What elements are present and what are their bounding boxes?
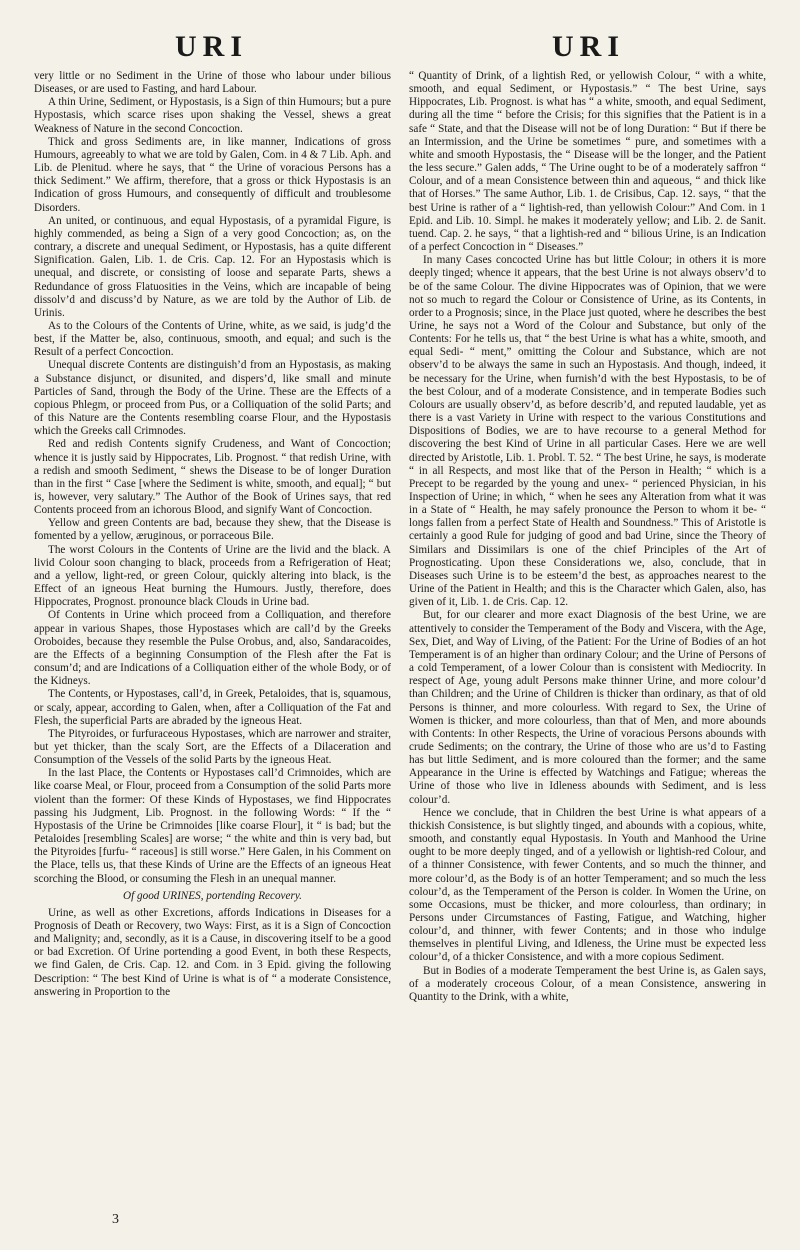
paragraph: The Contents, or Hypostases, call’d, in Greek, Petaloides, that is, squamous, or scaly, appear, according to Galen, when, after a Colliquation of the Fat and Flesh, the superficial Parts are abraded by the igneous Heat. — [34, 688, 391, 727]
paragraph: Yellow and green Contents are bad, because they shew, that the Disease is fomented by a yellow, æruginous, or porraceous Bile. — [34, 517, 391, 543]
paragraph: An united, or continuous, and equal Hypostasis, of a pyramidal Figure, is highly commended, as being a Sign of a very good Concoction; as, on the contrary, a discrete and unequal Sediment, or Hypostasis, has a quite different Signification. Galen, Lib. 1. de Cris. Cap. 12. For an Hypostasis which is unequal, and discrete, or consisting of loose and separate Parts, shews a Redundance of gross Flatuosities in the Veins, which are incapable of being dissolv’d and discuss’d by Nature, as we are told by the Author of Lib. de Urinis. — [34, 214, 391, 319]
paragraph: Unequal discrete Contents are distinguish’d from an Hypostasis, as making a Substance disjunct, or disunited, and dispers’d, like small and minute Particles of Sand, through the Body of the Urine. These are the Effects of a copious Phlegm, or proceed from Pus, or a Colliquation of the solid Parts; and of this Nature are the Contents resembling coarse Flour, and the Hypostasis which the Greeks call Crimnodes. — [34, 359, 391, 438]
paragraph: In many Cases concocted Urine has but little Colour; in others it is more deeply tinged; whence it appears, that the best Urine is not always observ’d to be of the same Colour. The divine Hippocrates was of Opinion, that we were not so much to regard the Colour or Consistence of Urine, as its Contents, in order to a Prognosis; since, in the Place just quoted, where he describes the best Urine, he says not a Word of the Colour and Substance, but only of the Contents: For he tells us, that “ the best Urine is what has a white, smooth, and equal Sedi- “ ment,” omitting the Colour and Substance, which are not observ’d to be always the same in such an Hypostasis. And though, indeed, it be necessary for the Urine, when furnish’d with the best Hypostasis, to be of the best Colour, and of a moderate Consistence, and in temperate Bodies such Colours are usually observ’d, as before describ’d, and reputed laudable, yet as there is a vast Variety in Urine with respect to the various Constitutions and Dispositions of Bodies, we are to have recourse to a general Method for discovering the best Kind of Urine in all particular Cases. Here we are well directed by Aristotle, Lib. 1. Probl. T. 52. “ The best Urine, he says, is moderate “ in all Respects, and most like that of the Person in Health; “ which is a Precept to be regarded by the young and unex- “ perienced Physician, in his Inspection of Urine; in which, “ when he sees any Alteration from what it was in a State of “ Health, he may safely pronounce the Person to whom it be- “ longs fallen from a perfect State of Health and Soundness.” This of Aristotle is certainly a good Rule for judging of good and bad Urine, since the Theory of Similars and Dissimilars is one of the chief Principles of the Art of Prognosticating. Upon these Considerations we, also, conclude, that in Diseases such Urine is to be esteem’d the best, as approaches nearest to the Urine of the Patient in Health; and this is the Character which Galen, also, has given of it, Lib. 1. de Cris. Cap. 12. — [409, 254, 766, 609]
paragraph: A thin Urine, Sediment, or Hypostasis, is a Sign of thin Humours; but a pure Hypostasis, which scarce rises upon shaking the Vessel, shews a great Weakness of Nature in the second Concoction. — [34, 96, 391, 135]
right-column — [409, 70, 766, 1004]
signature-mark: 3 — [112, 1212, 119, 1227]
paragraph: The Pityroides, or furfuraceous Hypostases, which are narrower and straiter, but yet thicker, than the scaly Sort, are the Effects of a Dilaceration and Consumption of the Vessels of the solid Parts by the igneous Heat. — [34, 727, 391, 767]
paragraph: As to the Colours of the Contents of Urine, white, as we said, is judg’d the best, if the Matter be, also, continuous, smooth, and equal; and such is the Result of a perfect Concoction. — [34, 319, 391, 359]
paragraph: Urine, as well as other Excretions, affords Indications in Diseases for a Prognosis of Death or Recovery, two Ways: First, as it is a Sign of Concoction and Malignity; and, secondly, as it is a Cause, in discovering itself to be a good or bad Excretion. Of Urine portending a good Event, in both these Respects, we find Galen, de Cris. Cap. 12. and Com. in 3 Epid. giving the following Description: “ The best Kind of Urine is what is of “ a moderate Consistence, answering in Proportion to the — [34, 906, 391, 998]
paragraph: “ Quantity of Drink, of a lightish Red, or yellowish Colour, “ with a white, smooth, and equal Sediment, or Hypostasis.” “ The best Urine, says Hippocrates, Lib. Prognost. is what has “ a white, smooth, and equal Sediment, during all the time “ before the Crisis; for this signifies that the Patient is in a safe “ State, and that the Disease will not be of long Duration: “ But if there be an Intermission, and the Urine be sometimes “ pure, and sometimes with a white and smooth Hypostasis, the “ Disease will be the longer, and the Patient the less secure.” Galen adds, “ The Urine ought to be of a moderately saffron “ Colour, and of a mean Consistence between thin and aqueous, “ and thick like that of Horses.” The same Author, Lib. 1. de Crisibus, Cap. 12. says, “ that the best Urine is rather of a “ lightish-red, than yellowish Colour:” And Com. in 1 Epid. and Lib. 10. Simpl. he makes it moderately yellow; and Lib. 2. de Sanit. tuend. Cap. 2. he says, “ that a lightish-red and “ bilious Urine, is an Indication of a perfect Concoction in “ Diseases.” — [409, 70, 766, 254]
paragraph: In the last Place, the Contents or Hypostases call’d Crimnoides, which are like coarse Meal, or Flour, proceed from a Consumption of the solid Parts more violent than the former: Of these Kinds of Hypostases, we find Hippocrates passing his Judgment, Lib. Prognost. in the following Words: “ If the “ Hypostasis of the Urine be Crimnoides [like coarse Flour], it “ is bad; but the Petaloides [resembling Scales] are worse; “ the white and thin is very bad, but the Pityroides [furfu- “ raceous] is still worse.” Here Galen, in his Comment on the Place, tells us, that these Kinds of Urine are the Effects of an igneous Heat scorching the Blood, or consuming the Flesh in an unequal manner. — [34, 767, 391, 885]
paragraph: very little or no Sediment in the Urine of those who labour under bilious Diseases, or are used to Fasting, and hard Labour. — [34, 70, 391, 96]
running-head-right: URI — [551, 30, 625, 63]
running-head-left: URI — [174, 30, 248, 63]
left-column — [34, 70, 391, 1004]
section-heading: Of good URINES, portending Recovery. — [123, 889, 302, 902]
paragraph: Of Contents in Urine which proceed from a Colliquation, and therefore appear in various Shapes, those Hypostases which are call’d by the Greeks Oroboides, because they resemble the Pulse Orobus, and, also, Sandaracoides, are the Effects of a beginning Consumption of the Flesh after the Fat is consum’d; and are Indications of a Colliquation either of the whole Body, or of the Kidneys. — [34, 609, 391, 688]
paragraph: Red and redish Contents signify Crudeness, and Want of Concoction; whence it is justly said by Hippocrates, Lib. Prognost. “ that redish Urine, with a redish and smooth Sediment, “ shews the Disease to be of longer Duration than in the first “ Case [where the Sediment is white, smooth, and equal]; “ but is, however, very salutary.” The Author of the Book of Urines says, that red Contents proceed from an ichorous Blood, and signify Want of Concoction. — [34, 438, 391, 517]
paragraph: Hence we conclude, that in Children the best Urine is what appears of a thickish Consistence, is but slightly tinged, and abounds with a copious, white, smooth, and constantly equal Hypostasis. In Youth and Manhood the Urine ought to be more deeply tinged, and of a yellowish or lightish-red Colour, and of a thinner Consistence, with fewer Contents, and so much the thinner, and more colour’d, as the Body is of an hotter Temperament; and so much the less colour’d, as the Temperament of the Person is colder. In Women the Urine, on some Occasions, must be thicker, and more colourless, than ordinary; in Persons under Circumstances of Fasting, Fatigue, and Watching, higher colour’d, and thinner, with fewer Contents; and in those who indulge themselves in plentiful Living, and Idleness, the Urine must be expected less colour’d, of a thicker Consistence, and with a more copious Sediment. — [409, 806, 766, 964]
paragraph: But, for our clearer and more exact Diagnosis of the best Urine, we are attentively to consider the Temperament of the Body and Viscera, with the Age, Sex, Diet, and Way of Living, of the Patient: For the Urine of Bodies of an hot Temperament is of an higher than ordinary Colour; and the Urine of Persons of a cold Temperament, of a lower Colour than is consistent with Mediocrity. In respect of Age, young adult Persons make thinner Urine, and more colour’d than Children; and the Urine of Children is thicker than ordinary, as that of old Persons is thinner, and more colourless. With regard to Sex, the Urine of Women is thicker, and more colourless, than that of Men, and more abounds with Contents: In other Respects, the Urine of voracious Persons abounds with crude Sediments; on the contrary, the Urine of those who are us’d to Fasting has but little Sediment, and is more coloured than the former; and the same Appearance in the Urine is effected by Watchings and Fatigue; whereas the Urine of those who live in Idleness abounds with Sediment, and is less colour’d. — [409, 609, 766, 806]
running-heads — [34, 30, 766, 70]
paragraph: Thick and gross Sediments are, in like manner, Indications of gross Humours, agreeably to what we are told by Galen, Com. in 4 & 7 Lib. Aph. and Lib. de Plenitud. where he says, that “ the Urine of voracious Persons has a thick Sediment.” We affirm, therefore, that a gross or thick Hypostasis is an Indication of gross Humours, and consequently of difficult and troublesome Disorders. — [34, 135, 391, 214]
paragraph: But in Bodies of a moderate Temperament the best Urine is, as Galen says, of a moderately croceous Colour, of a mean Consistence, answering in Quantity to the Drink, with a white, — [409, 964, 766, 1003]
paragraph: The worst Colours in the Contents of Urine are the livid and the black. A livid Colour soon changing to black, proceeds from a Refrigeration of Heat; and a yellow, light-red, or green Colour, quickly altering into black, is the Effect of an igneous Heat burning the Humours. Justly, therefore, does Hippocrates, Prognost. pronounce black Clouds in Urine bad. — [34, 543, 391, 609]
